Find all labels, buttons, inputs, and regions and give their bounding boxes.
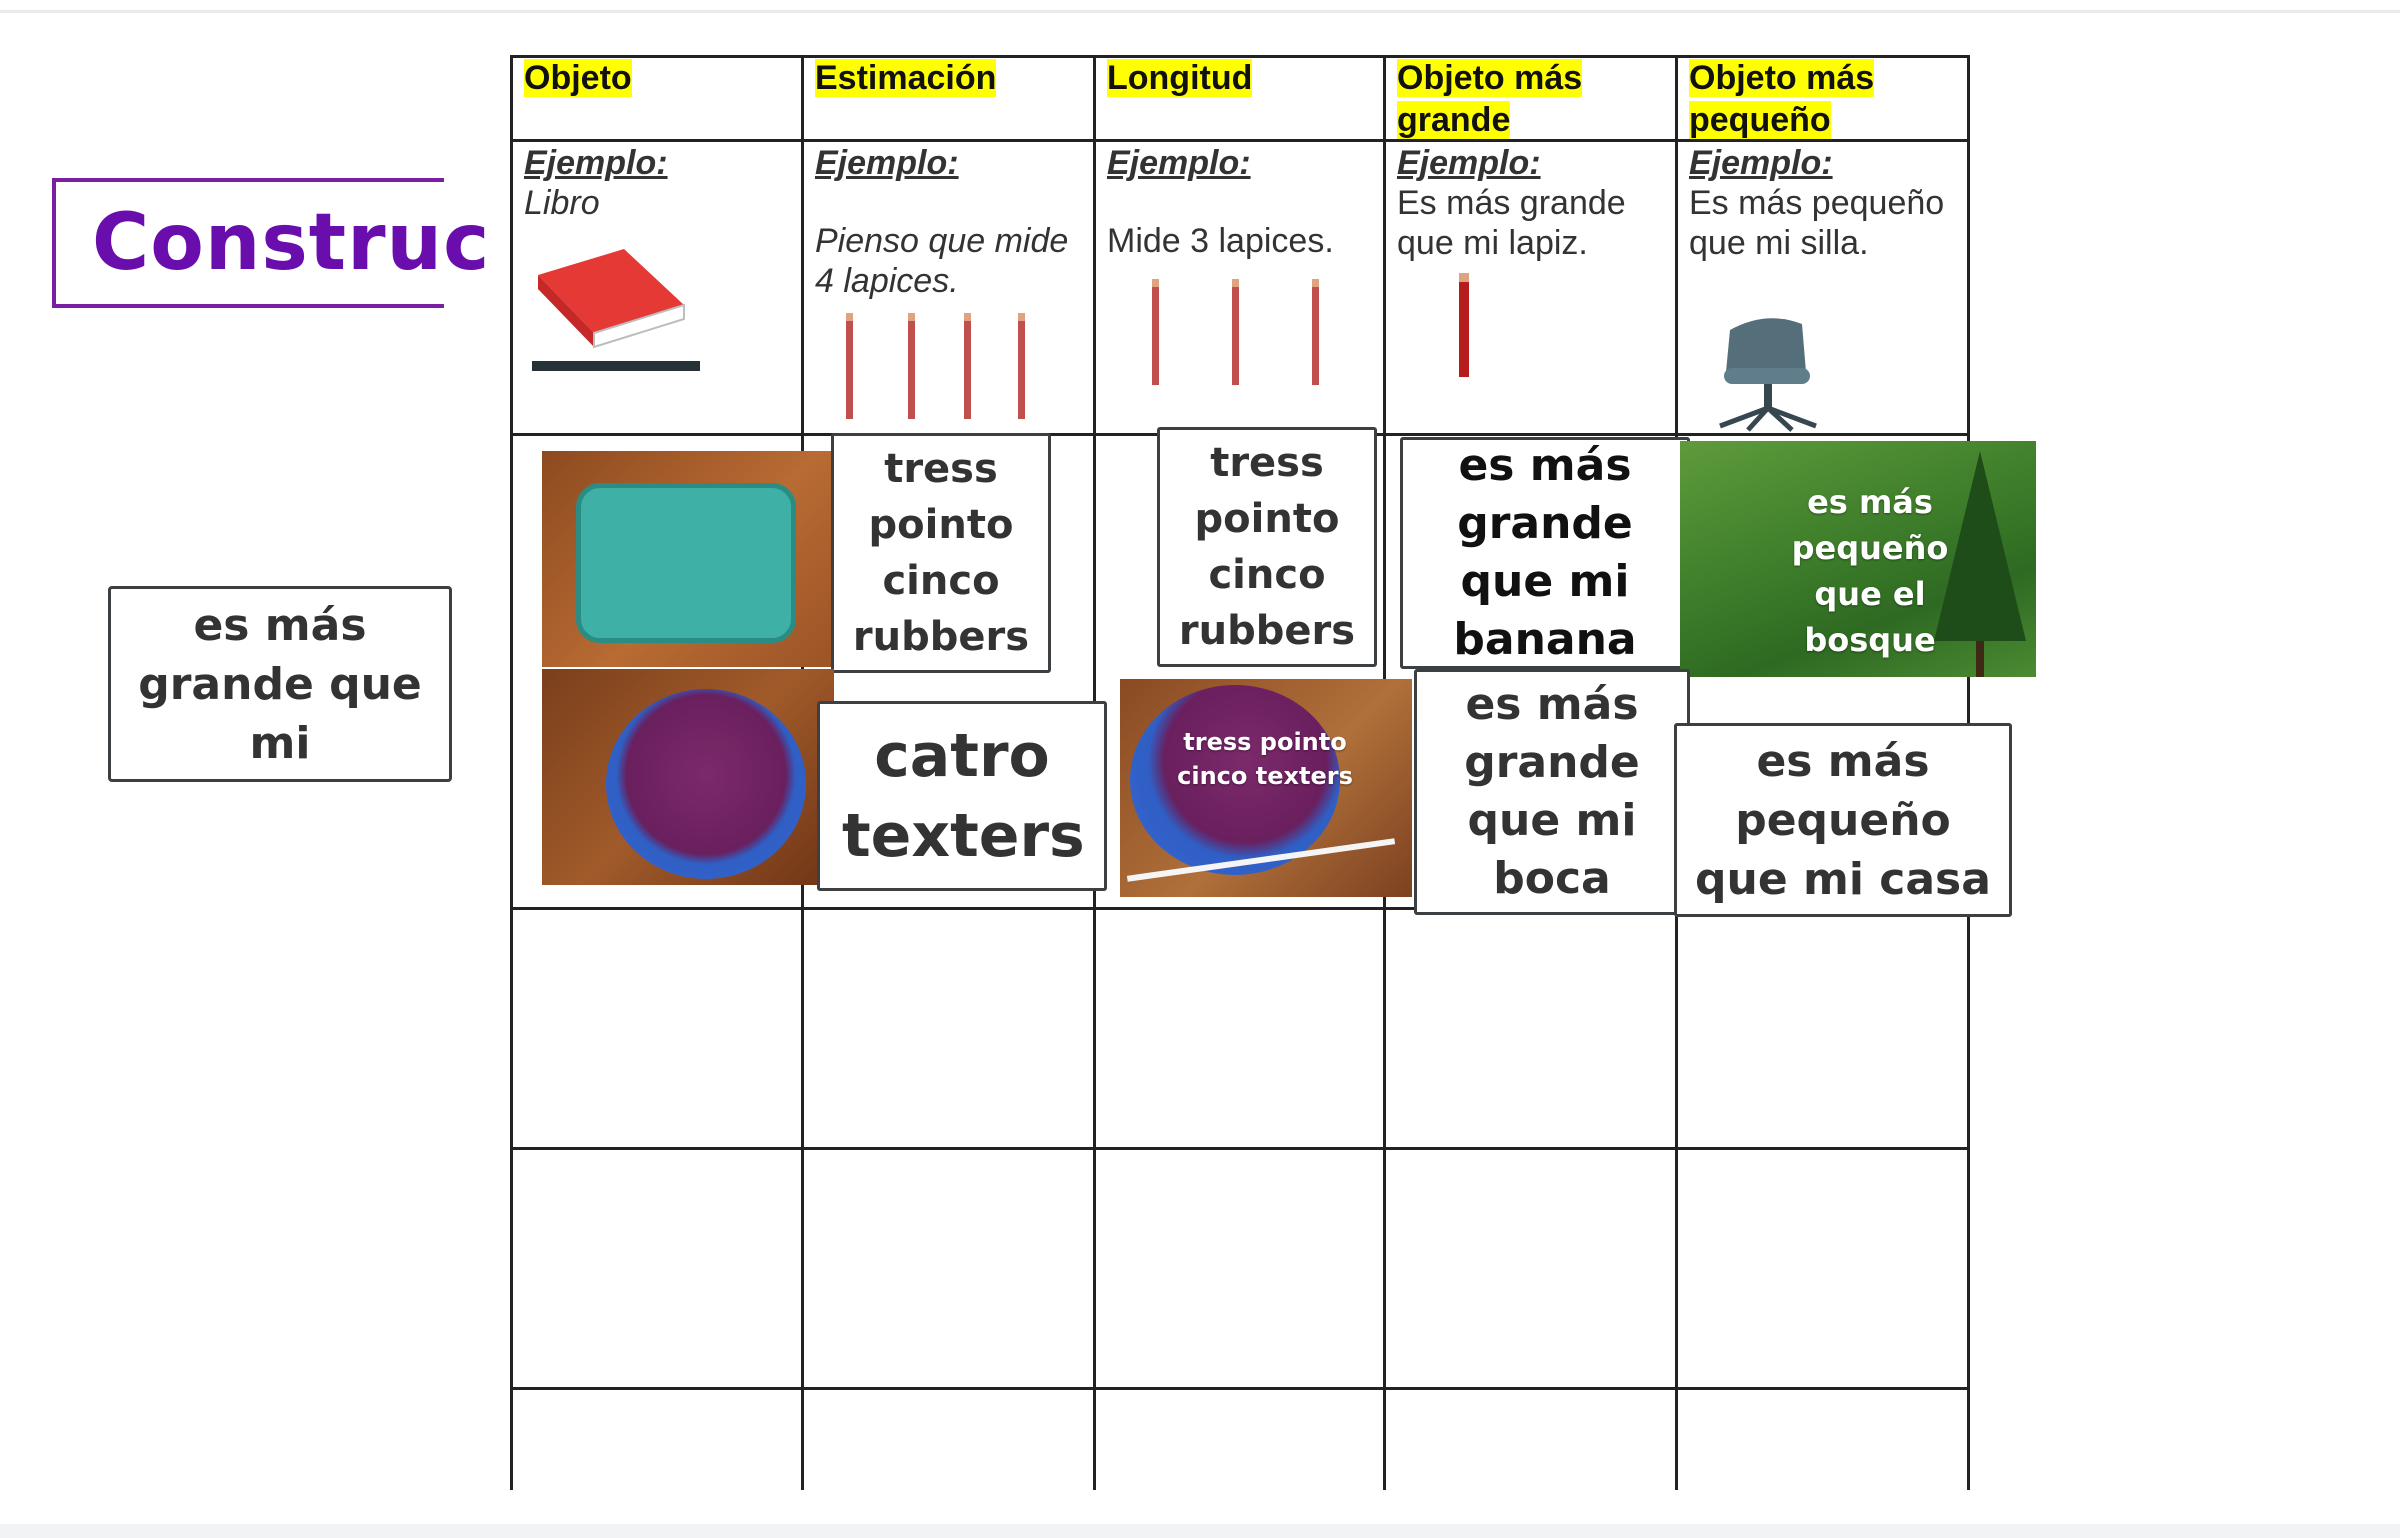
header-longitud: Longitud — [1107, 59, 1253, 97]
example-estimacion-text: Pienso que mide 4 lapices. — [815, 222, 1069, 300]
phrase-chip[interactable] — [1414, 669, 1690, 915]
photo-caption: es más pequeño que el bosque — [1791, 483, 1949, 659]
header-objeto-mas-grande: Objeto más grande — [1397, 59, 1583, 139]
table-rule — [510, 55, 513, 1490]
chip-label: tress pointo cinco rubbers — [852, 446, 1030, 660]
example-objeto-text: Libro — [524, 184, 600, 222]
phrase-chip[interactable] — [1157, 427, 1377, 667]
phrase-chip[interactable] — [1400, 437, 1690, 669]
example-pequeno — [1689, 143, 1959, 263]
photo-caption: tress pointo cinco texters — [1177, 728, 1353, 790]
chip-label: es más grande que mi banana — [1453, 440, 1637, 665]
example-grande — [1397, 143, 1667, 263]
suitcase-shape — [576, 483, 796, 643]
cushion-shape — [606, 689, 806, 879]
header-estimacion: Estimación — [815, 59, 997, 97]
example-objeto — [524, 143, 794, 223]
example-pequeno-text: Es más pequeño que mi silla. — [1689, 184, 1945, 262]
chip-label: es más grande que mi — [138, 599, 422, 769]
title-text: Construc — [92, 198, 491, 288]
chip-label: es más grande que mi boca — [1464, 679, 1640, 904]
top-toolbar-edge — [0, 0, 2400, 13]
example-longitud — [1107, 143, 1377, 261]
example-label: Ejemplo: — [524, 144, 668, 182]
chair-icon — [1706, 310, 1832, 432]
title-text-box[interactable] — [52, 178, 491, 308]
draggable-phrase-chip[interactable] — [108, 586, 452, 782]
chip-label: tress pointo cinco rubbers — [1178, 440, 1356, 654]
example-label: Ejemplo: — [1689, 144, 1833, 182]
example-estimacion — [815, 143, 1085, 301]
phrase-chip[interactable] — [831, 433, 1051, 673]
forest-photo[interactable] — [1680, 441, 2036, 677]
header-objeto-mas-pequeno: Objeto más pequeño — [1689, 59, 1875, 139]
example-longitud-text: Mide 3 lapices. — [1107, 222, 1334, 260]
chip-label: es más pequeño que mi casa — [1695, 735, 1991, 905]
bottom-edge — [0, 1524, 2400, 1538]
header-objeto: Objeto — [524, 59, 632, 97]
pencils-four-icon — [826, 313, 1046, 425]
cushion-photo[interactable] — [542, 669, 834, 885]
suitcase-photo[interactable] — [542, 451, 834, 667]
phrase-chip[interactable] — [1674, 723, 2012, 917]
book-icon — [524, 235, 704, 375]
example-label: Ejemplo: — [1397, 144, 1541, 182]
phrase-chip[interactable] — [817, 701, 1107, 891]
table-rule — [510, 1147, 1970, 1150]
table-rule — [510, 1387, 1970, 1390]
chip-label: catro texters — [842, 721, 1085, 871]
example-label: Ejemplo: — [1107, 144, 1251, 182]
measurement-table — [510, 55, 1991, 1490]
cushion-measure-photo[interactable] — [1120, 679, 1412, 897]
pencils-three-icon — [1136, 279, 1336, 389]
pencil-icon — [1454, 273, 1474, 379]
example-grande-text: Es más grande que mi lapiz. — [1397, 184, 1626, 262]
example-label: Ejemplo: — [815, 144, 959, 182]
